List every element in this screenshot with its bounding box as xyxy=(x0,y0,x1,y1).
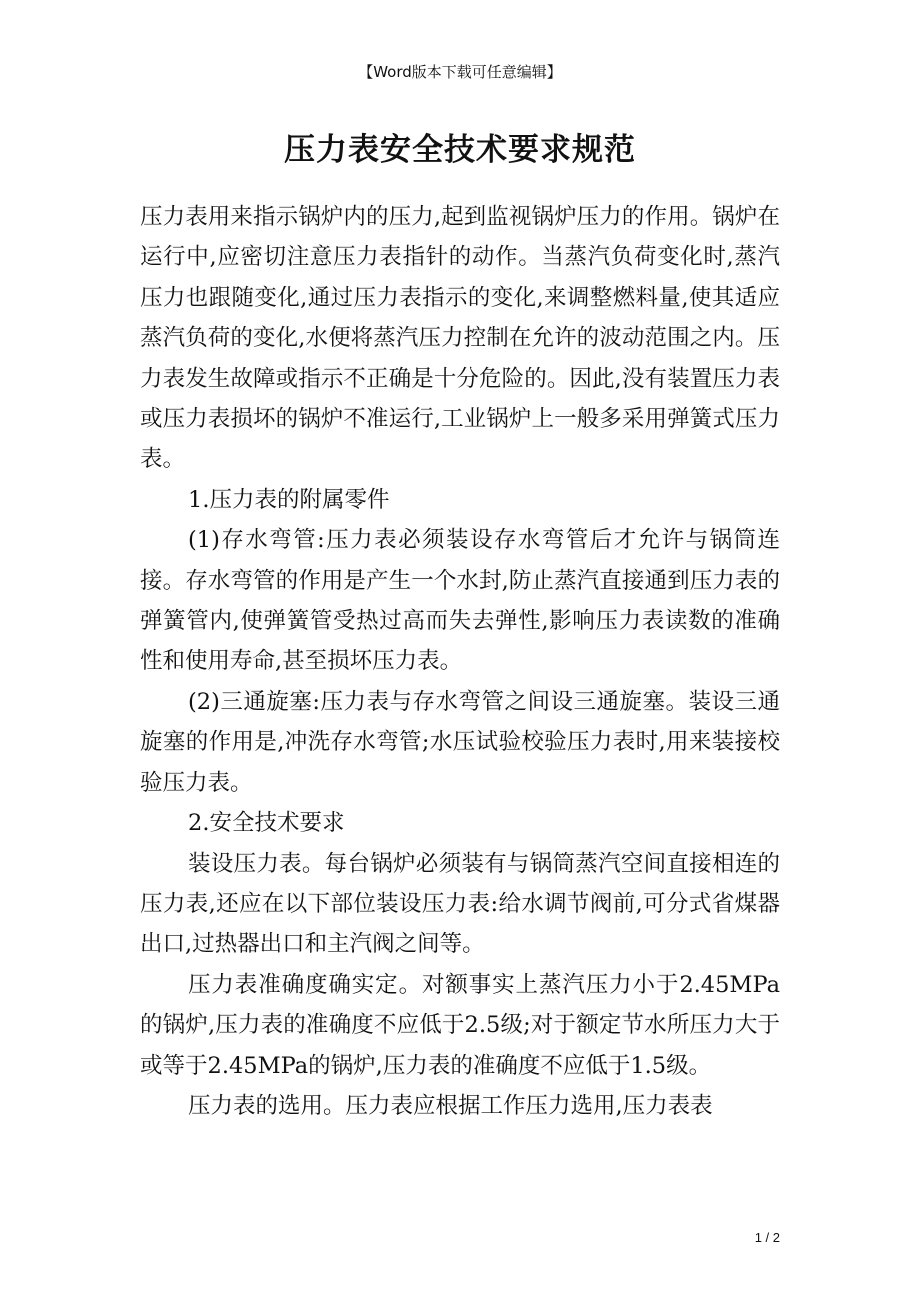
section-heading-2: 2.安全技术要求 xyxy=(188,810,345,837)
page-number: 1 / 2 xyxy=(754,1230,780,1245)
page-header: 【Word版本下载可任意编辑】 xyxy=(358,63,562,81)
paragraph-water-bend: (1)存水弯管:压力表必须装设存水弯管后才允许与锅筒连接。存水弯管的作用是产生一个水封,防止蒸汽直接通到压力表的弹簧管内,使弹簧管受热过高而失去弹性,影响压力表读数的准确性和使用寿命,甚至损坏压力表。 xyxy=(140,527,780,675)
paragraph-intro: 压力表用来指示锅炉内的压力,起到监视锅炉压力的作用。锅炉在运行中,应密切注意压力表指针的动作。当蒸汽负荷变化时,蒸汽压力也跟随变化,通过压力表指示的变化,来调整燃料量,使其适应蒸汽负荷的变化,水便将蒸汽压力控制在允许的波动范围之内。压力表发生故障或指示不正确是十分危险的。因此,没有装置压力表或压力表损坏的锅炉不准运行,工业锅炉上一般多采用弹簧式压力表。 xyxy=(140,204,780,473)
paragraph-selection: 压力表的选用。压力表应根据工作压力选用,压力表表 xyxy=(188,1092,713,1119)
document-title: 压力表安全技术要求规范 xyxy=(284,132,636,168)
section-heading-1: 1.压力表的附属零件 xyxy=(188,486,390,513)
paragraph-accuracy: 压力表准确度确实定。对额事实上蒸汽压力小于2.45MPa的锅炉,压力表的准确度不应低于2.5级;对于额定节水所压力大于或等于2.45MPa的锅炉,压力表的准确度不应低于1.5级。 xyxy=(140,971,780,1079)
paragraph-installation: 装设压力表。每台锅炉必须装有与锅筒蒸汽空间直接相连的压力表,还应在以下部位装设压力表:给水调节阀前,可分式省煤器出口,过热器出口和主汽阀之间等。 xyxy=(140,850,780,958)
document-body xyxy=(140,197,780,1126)
paragraph-three-way-cock: (2)三通旋塞:压力表与存水弯管之间设三通旋塞。装设三通旋塞的作用是,冲洗存水弯管;水压试验校验压力表时,用来装接校验压力表。 xyxy=(140,688,780,796)
